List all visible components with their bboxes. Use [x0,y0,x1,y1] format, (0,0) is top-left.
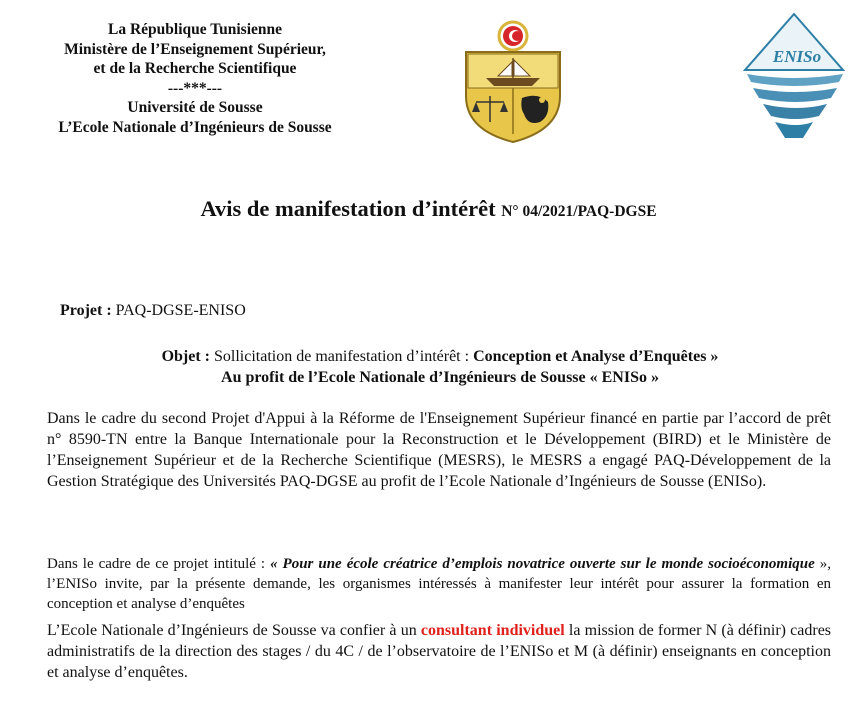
title-main: Avis de manifestation d’intérêt [200,196,496,221]
invitation-start: Dans le cadre de ce projet intitulé : [47,556,266,572]
mission-end: la mission de former N (à définir) cadres administratifs de la direction des stages / du 4C / de l’observatoire de l’ENISo et M (à définir) enseignants en conception et analyse d’enquêtes. [47,622,832,681]
project-line [60,302,246,320]
project-label: Projet : [60,302,112,319]
subject-label: Objet : [161,348,211,365]
republic-line: La République Tunisienne [107,21,283,38]
subject-line-1 [60,346,820,367]
subject-line-2: Au profit de l’Ecole Nationale d’Ingénieurs de Sousse « ENISo » [221,369,659,386]
subject-text: Sollicitation de manifestation d’intérêt : [214,348,470,365]
school-line: L’Ecole Nationale d’Ingénieurs de Sousse [58,118,332,136]
notice-title [0,196,857,222]
mission-start: L’Ecole Nationale d’Ingénieurs de Sousse va confier à un [47,622,417,639]
letterhead [20,20,370,137]
eniso-logo-icon [743,12,845,142]
paragraph-invitation [47,554,831,614]
ministry-line: Ministère de l’Enseignement Supérieur, [64,40,326,58]
logo-text: ENISo [772,47,822,66]
project-title-italic: « Pour une école créatrice d’emplois novatrice ouverte sur le monde socioéconomique [270,556,815,572]
subject-bold: Conception et Analyse d’Enquêtes » [473,348,719,365]
separator: ---***--- [167,79,223,97]
project-value: PAQ-DGSE-ENISO [115,302,246,319]
paragraph-mission [47,620,831,683]
tunisia-coat-of-arms-icon [458,18,568,144]
subject-block [60,346,820,388]
research-line: et de la Recherche Scientifique [93,60,297,77]
university-line: Université de Sousse [127,99,263,116]
invitation-end: », l’ENISo invite, par la présente demande, les organismes intéressés à manifester leur intérêt pour assurer la formation en conception et analyse d’enquêtes [47,556,832,612]
consultant-highlight: consultant individuel [420,622,565,639]
notice-number: N° 04/2021/PAQ-DGSE [501,203,657,220]
paragraph-context: Dans le cadre du second Projet d'Appui à la Réforme de l'Enseignement Supérieur financé en partie par l’accord de prêt n° 8590-TN entre la Banque Internationale pour la Reconstruction et le Développement (BIRD) et le Ministère de l’Enseignement Supérieur et de la Recherche Scientifique (MESRS), le MESRS a engagé PAQ-Développement de la Gestion Stratégique des Universités PAQ-DGSE au profit de l’Ecole Nationale d’Ingénieurs de Sousse (ENISo). [47,410,831,490]
